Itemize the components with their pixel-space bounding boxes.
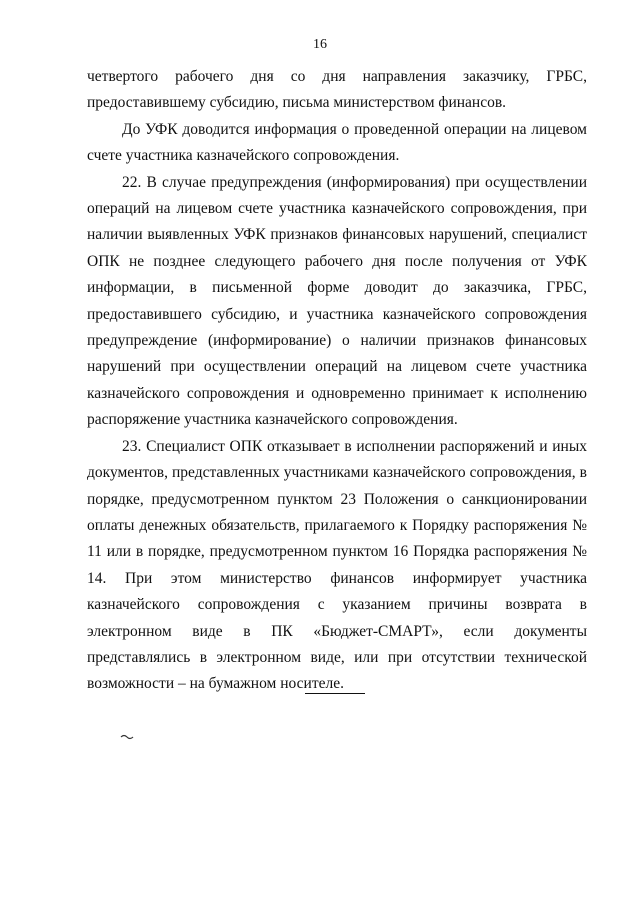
paragraph-continuation: четвертого рабочего дня со дня направления заказчику, ГРБС, предоставившему субсидию, письма министерством финансов. bbox=[87, 68, 587, 112]
paragraph-item-22: 22. В случае предупреждения (информирования) при осуществлении операций на лицевом счете участника казначейского сопровождения, при наличии выявленных УФК признаков финансовых нарушений, специалист ОПК не позднее следующего рабочего дня после получения от УФК информации, в письменной форме доводит до заказчика, ГРБС, предоставившего субсидию, и участника казначейского сопровождения предупреждение (информирование) о наличии признаков финансовых нарушений при осуществлении операций на лицевом счете участника казначейского сопровождения и одновременно принимает к исполнению распоряжение участника казначейского сопровождения. bbox=[87, 173, 587, 429]
scan-mark bbox=[120, 734, 134, 740]
page-number: 16 bbox=[313, 37, 327, 52]
document-body bbox=[87, 64, 587, 698]
end-of-text-rule bbox=[305, 693, 365, 694]
paragraph-item-23: 23. Специалист ОПК отказывает в исполнении распоряжений и иных документов, представленных участниками казначейского сопровождения, в порядке, предусмотренном пунктом 23 Положения о санкционировании оплаты денежных обязательств, прилагаемого к Порядку распоряжения № 11 или в порядке, предусмотренном пунктом 16 Порядка распоряжения № 14. При этом министерство финансов информирует участника казначейского сопровождения с указанием причины возврата в электронном виде в ПК «Бюджет-СМАРТ», если документы представлялись в электронном виде, или при отсутствии технической возможности – на бумажном носителе. bbox=[87, 437, 587, 693]
paragraph-ufk-info: До УФК доводится информация о проведенной операции на лицевом счете участника казначейского сопровождения. bbox=[87, 120, 587, 165]
